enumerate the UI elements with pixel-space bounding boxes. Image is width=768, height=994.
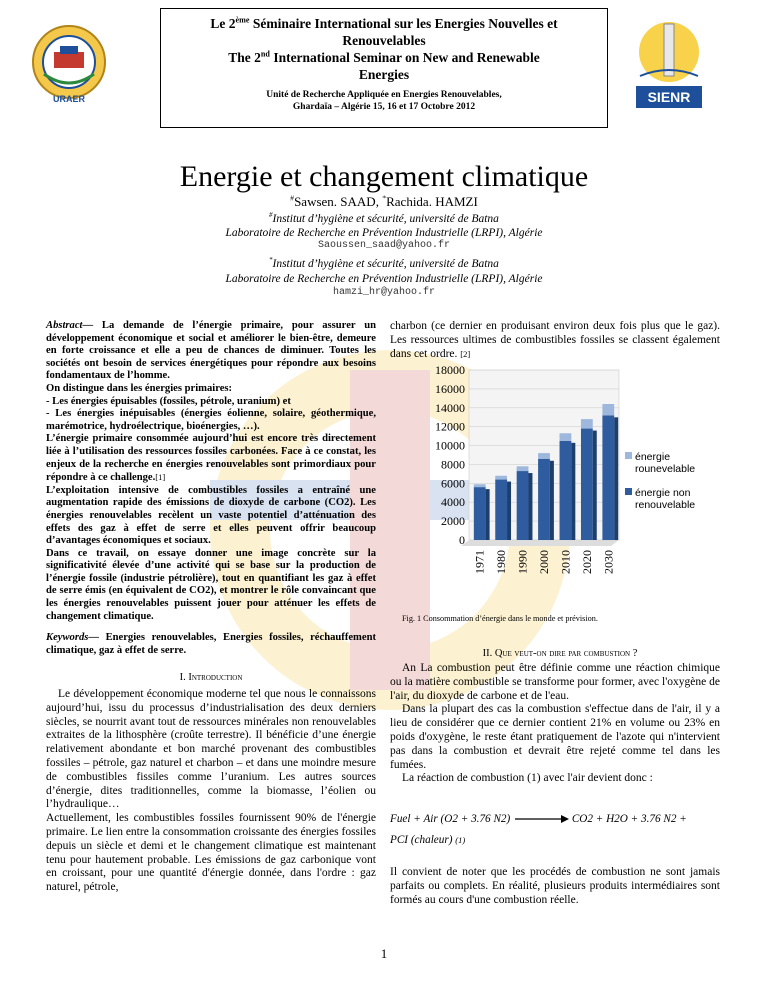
chart-bar-renewable — [602, 404, 614, 415]
section-2-body: An La combustion peut être définie comme une réaction chimique ou la matière combustible se transforme pour former, avec l'oxygène de l'air, du dioxyde de carbone et de l'eau. Dans la plupart des cas la combustion s'effectue dans de l'air, il y a lieu de considérer que ce dernier contient 21% en volume ou 23% en poids d'oxygène, le reste étant pratiquement de l'azote qui n'intervient pas dans la combustion et devrait être rejeté comme tel dans les fumées. La réaction de combustion (1) avec l'air devient donc : — [390, 662, 720, 785]
chart-bar-nonrenewable — [474, 487, 486, 540]
chart-bar-side — [571, 443, 575, 540]
arrow-right-icon — [513, 814, 569, 824]
sienr-logo — [630, 14, 708, 114]
chart-bar-nonrenewable — [581, 429, 593, 540]
legend-label-renewable: énergie — [635, 451, 671, 463]
email-1[interactable]: Saoussen_saad@yahoo.fr — [317, 240, 451, 251]
affiliation-2-lab: Laboratoire de Recherche en Prévention Industrielle (LRPI), Algérie — [225, 273, 543, 285]
chart-x-tick-label: 2000 — [537, 550, 551, 574]
affiliation-1-institute: #Institut d’hygiène et sécurité, université de Batna — [269, 212, 499, 225]
chart-bar-side — [550, 461, 554, 540]
email-2[interactable]: hamzi_hr@yahoo.fr — [332, 287, 436, 298]
paper-title: Energie et changement climatique — [179, 160, 589, 193]
header-title-fr: Le 2ème Séminaire International sur les Energies Nouvelles et Renouvelables — [210, 15, 558, 48]
chart-bar-nonrenewable — [538, 459, 550, 540]
affiliation-1-lab: Laboratoire de Recherche en Prévention Industrielle (LRPI), Algérie — [225, 227, 543, 239]
chart-y-tick-label: 2000 — [441, 514, 465, 529]
legend-swatch-nonrenewable — [625, 488, 632, 495]
chart-bar-nonrenewable — [517, 471, 529, 540]
chart-y-tick-label: 4000 — [441, 495, 465, 510]
chart-bar-side — [593, 431, 597, 540]
chart-x-tick-label: 1980 — [494, 550, 509, 574]
authors: #Sawsen. SAAD, *Rachida. HAMZI — [290, 193, 478, 209]
chart-floor — [461, 540, 619, 546]
chart-bar-side — [614, 417, 618, 540]
chart-bar-side — [528, 473, 532, 540]
figure-caption: Fig. 1 Consommation d’énergie dans le monde et prévision. — [402, 614, 598, 623]
chart-y-tick-label: 6000 — [441, 476, 465, 491]
chart-bar-renewable — [474, 484, 486, 487]
logo-left-label: URAER — [52, 94, 86, 104]
section-1-body: Le développement économique moderne tel que nous le connaissons aujourd’hui, issu du processus d’industrialisation des deux derniers siècles, se nourrit avant tout de ressources minérales non renouvelables extraites de la lithosphère (croûte terrestre). Il bénéficie d’une énergie relativement abondante et bon marché provenant des combustibles fossiles – pétrole, gaz naturel et charbon – et dans une moindre mesure de combustibles fissiles comme l’uranium. Les autres sources d’énergie, dites traditionnelles, comme la biomasse, l’éolien ou l’hydraulique… Actuellement, les combustibles fossiles fournissent 90% de l'énergie primaire. Le lien entre la consommation croissante des énergies fossiles depuis un siècle et demi et le changement climatique est maintenant tenu pour hautement probable. Les émissions de gaz carbonique vont en croissant, pour une quantité d'énergie donnée, dans l'ordre : gaz naturel, pétrole, — [46, 688, 376, 894]
section-2-conclusion: Il convient de noter que les procédés de combustion ne sont jamais parfaits ou complets. En réalité, plusieurs produits intermédiaires sont formés au cours d'une combustion réelle. — [390, 866, 720, 906]
legend-swatch-renewable — [625, 452, 632, 459]
chart-x-tick-label: 2030 — [601, 550, 616, 574]
chart-bar-renewable — [581, 419, 593, 428]
chart-bar-nonrenewable — [602, 415, 614, 540]
chart-x-tick-label: 2020 — [579, 550, 594, 574]
combustion-equation: Fuel + Air (O2 + 3.76 N2) CO2 + H2O + 3.76 N2 + PCI (chaleur) (1) — [390, 813, 687, 846]
conference-header — [160, 8, 608, 128]
chart-bar-nonrenewable — [495, 480, 507, 540]
legend-label-nonrenewable-line2: renouvelable — [635, 499, 696, 511]
chart-bar-side — [486, 489, 490, 540]
chart-x-tick-label: 1990 — [515, 550, 530, 574]
chart-x-tick-label: 1971 — [472, 550, 487, 574]
legend-label-nonrenewable: énergie non — [635, 487, 691, 499]
chart-y-tick-label: 10000 — [435, 438, 465, 453]
abstract-label: Abstract — [46, 320, 83, 331]
page-number: 1 — [380, 946, 388, 961]
section-1-title: I. Introduction — [179, 672, 243, 683]
uraer-logo — [30, 22, 108, 106]
chart-y-tick-label: 14000 — [435, 400, 465, 415]
chart-bar-renewable — [495, 476, 507, 480]
affiliation-2-institute: *Institut d’hygiène et sécurité, université de Batna — [269, 257, 499, 270]
energy-consumption-chart — [425, 360, 725, 600]
chart-x-tick-label: 2010 — [558, 550, 573, 574]
chart-y-tick-label: 18000 — [435, 363, 465, 377]
chart-y-tick-label: 12000 — [435, 419, 465, 434]
chart-bar-renewable — [517, 466, 529, 471]
chart-y-tick-label: 16000 — [435, 381, 465, 396]
right-column-intro: charbon (ce dernier en produisant environ deux fois plus que le gaz). Les ressources ultimes de combustibles fossiles se classent également dans cet ordre. [2] — [390, 320, 720, 360]
chart-bar-renewable — [538, 453, 550, 459]
header-unit: Unité de Recherche Appliquée en Energies Renouvelables, Ghardaïa – Algérie 15, 16 et 17 Octobre 2012 — [266, 90, 502, 112]
section-2-title: II. Que veut-on dire par combustion ? — [482, 648, 638, 659]
chart-y-tick-label: 0 — [459, 533, 465, 547]
header-title-en: The 2nd International Seminar on New and Renewable Energies — [228, 49, 540, 82]
chart-bar-nonrenewable — [560, 441, 572, 540]
chart-bar-renewable — [560, 433, 572, 441]
keywords: Keywords— Energies renouvelables, Energies fossiles, réchauffement climatique, gaz à effet de serre. — [46, 632, 376, 656]
logo-right-label: SIENR — [647, 89, 691, 105]
legend-label-renewable-line2: rounevelable — [635, 463, 696, 475]
chart-bar-side — [507, 482, 511, 540]
abstract: Abstract— La demande de l’énergie primaire, pour assurer un développement économique et social et améliorer le bien-être, demeure en forte croissance et elle a peu de chances de diminuer. Toutes les sociétés ont besoin de services énergétiques pour répondre aux besoins fondamentaux de l’homme. On distingue dans les énergies primaires: - Les énergies épuisables (fossiles, pétrole, uranium) et - Les énergies inépuisables (énergies éolienne, solaire, géothermique, marémotrice, hydroélectrique, bioénergies, …). L’énergie primaire consommée aujourd’hui est encore très directement liée à l’utilisation des ressources fossiles carbonées. Face à ce constat, les enjeux de la recherche en énergies renouvelables sont primordiaux pour répondre à ce challenge.[1] L’exploitation intensive de combustibles fossiles a entraîné une augmentation rapide des émissions de dioxyde de carbone (CO2). Les énergies renouvelables recèlent un vaste potentiel d’atténuation des effets des gaz à effet de serre et elles peuvent offrir beaucoup d’avantages économiques et sociaux. Dans ce travail, on essaye donner une image concrète sur la significativité élevée d’une activité qui se base sur la production de l’énergie fossile (industrie pétrolière), tout en quantifiant les gaz à effet de serre émis (en équivalent de CO2), et montrer le rôle convaincant que les énergies renouvelables puissent jouer pour atténuer les effets de changement climatique. — [46, 320, 376, 622]
chart-y-tick-label: 8000 — [441, 457, 465, 472]
